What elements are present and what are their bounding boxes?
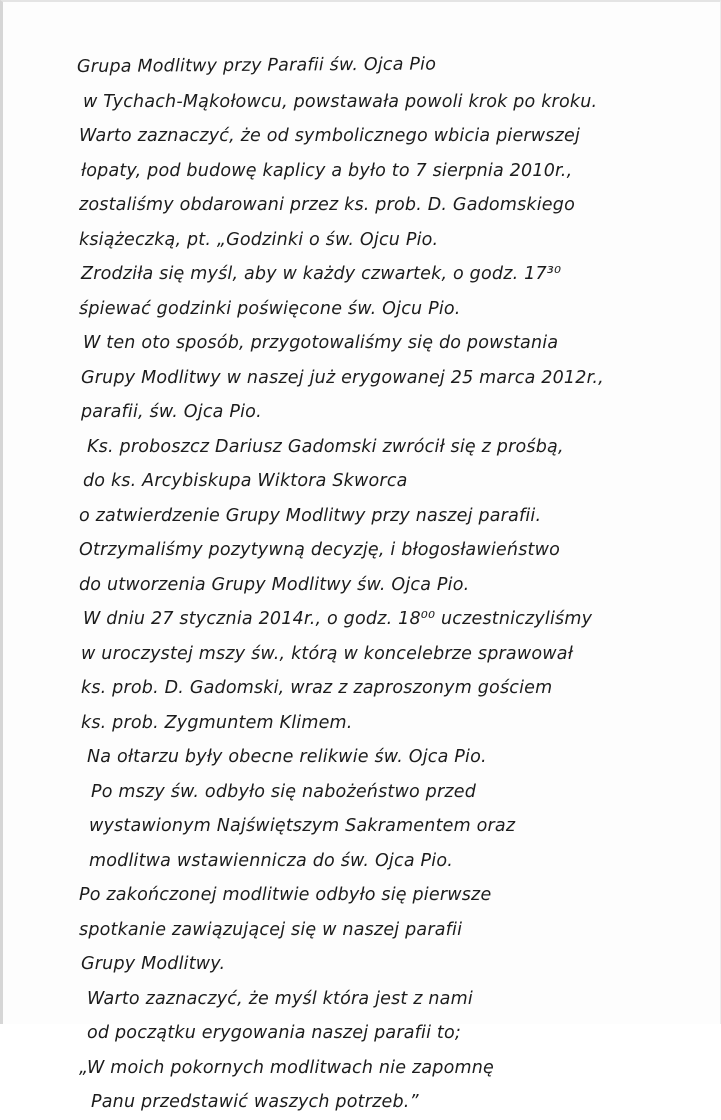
- text-line: Warto zaznaczyć, że myśl która jest z nami: [87, 988, 473, 1009]
- handwritten-text: [65, 50, 705, 1120]
- text-line: Grupy Modlitwy.: [81, 954, 226, 974]
- text-line: ks. prob. Zygmuntem Klimem.: [81, 712, 353, 733]
- text-line: łopaty, pod budowę kaplicy a było to 7 sierpnia 2010r.,: [81, 160, 573, 181]
- text-line: wystawionym Najświętszym Sakramentem oraz: [89, 816, 516, 836]
- text-line: ks. prob. D. Gadomski, wraz z zaproszonym gościem: [81, 678, 553, 698]
- text-line: W dniu 27 stycznia 2014r., o godz. 18⁰⁰ uczestniczyliśmy: [83, 609, 593, 629]
- text-line: Grupa Modlitwy przy Parafii św. Ojca Pio: [76, 54, 437, 77]
- text-line: w Tychach-Mąkołowcu, powstawała powoli krok po kroku.: [83, 91, 598, 112]
- text-line: o zatwierdzenie Grupy Modlitwy przy naszej parafii.: [79, 505, 542, 526]
- text-line: „W moich pokornych modlitwach nie zapomnę: [79, 1057, 494, 1078]
- text-line: modlitwa wstawiennicza do św. Ojca Pio.: [89, 850, 453, 871]
- text-line: parafii, św. Ojca Pio.: [81, 402, 262, 422]
- text-line: do utworzenia Grupy Modlitwy św. Ojca Pio.: [79, 574, 470, 595]
- text-line: Warto zaznaczyć, że od symbolicznego wbicia pierwszej: [79, 126, 581, 146]
- text-line: Otrzymaliśmy pozytywną decyzję, i błogosławieństwo: [79, 540, 560, 560]
- text-line: spotkanie zawiązującej się w naszej parafii: [79, 919, 463, 940]
- text-line: śpiewać godzinki poświęcone św. Ojcu Pio.: [79, 298, 461, 319]
- text-line: Po mszy św. odbyło się nabożeństwo przed: [91, 781, 477, 802]
- text-line: zostaliśmy obdarowani przez ks. prob. D. Gadomskiego: [79, 195, 575, 215]
- text-line: W ten oto sposób, przygotowaliśmy się do powstania: [83, 333, 559, 353]
- text-line: od początku erygowania naszej parafii to;: [87, 1023, 461, 1043]
- text-line: Panu przedstawić waszych potrzeb.”: [91, 1092, 419, 1112]
- text-line: Ks. proboszcz Dariusz Gadomski zwrócił się z prośbą,: [87, 436, 564, 457]
- text-line: Zrodziła się myśl, aby w każdy czwartek, o godz. 17³⁰: [81, 264, 562, 284]
- text-line: książeczką, pt. „Godzinki o św. Ojcu Pio.: [79, 229, 439, 250]
- text-line: Po zakończonej modlitwie odbyło się pierwsze: [79, 885, 492, 905]
- text-line: Na ołtarzu były obecne relikwie św. Ojca Pio.: [87, 747, 487, 767]
- text-line: do ks. Arcybiskupa Wiktora Skworca: [83, 471, 408, 491]
- text-line: w uroczystej mszy św., którą w koncelebrze sprawował: [81, 643, 573, 664]
- text-line: Grupy Modlitwy w naszej już erygowanej 25 marca 2012r.,: [81, 367, 604, 388]
